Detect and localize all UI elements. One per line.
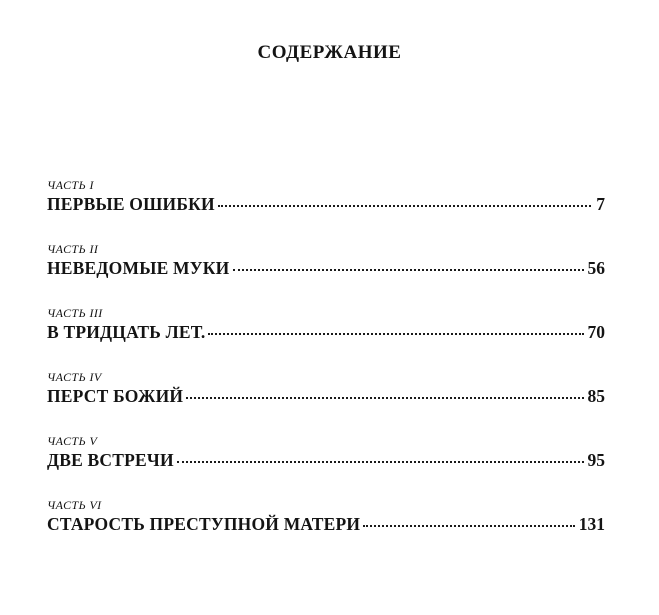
dot-leader [208, 333, 583, 335]
toc-title-row [47, 449, 605, 471]
chapter-title: ПЕРВЫЕ ОШИБКИ [47, 194, 215, 214]
page-number: 56 [587, 258, 605, 278]
chapter-title: СТАРОСТЬ ПРЕСТУПНОЙ МАТЕРИ [47, 514, 361, 534]
toc-title-row [47, 385, 605, 407]
toc-entry-part-6 [47, 498, 605, 562]
table-of-contents [47, 178, 605, 562]
toc-title-row [47, 321, 605, 343]
toc-entry-part-3 [47, 306, 605, 370]
toc-title-row [47, 513, 605, 535]
page-number: 95 [587, 450, 605, 470]
toc-title-row [47, 193, 605, 215]
toc-title-row [47, 257, 605, 279]
dot-leader [177, 461, 584, 463]
dot-leader [363, 525, 575, 527]
toc-entry-part-5 [47, 434, 605, 498]
page-number: 85 [587, 386, 605, 406]
chapter-title: ПЕРСТ БОЖИЙ [47, 386, 184, 406]
part-label: ЧАСТЬ IV [47, 370, 102, 384]
dot-leader [218, 205, 591, 207]
toc-entry-part-1 [47, 178, 605, 242]
part-label: ЧАСТЬ V [47, 434, 98, 448]
chapter-title: ДВЕ ВСТРЕЧИ [47, 450, 174, 470]
chapter-title: НЕВЕДОМЫЕ МУКИ [47, 258, 230, 278]
dot-leader [186, 397, 583, 399]
dot-leader [233, 269, 584, 271]
page-number: 7 [596, 194, 605, 214]
page-title: СОДЕРЖАНИЕ [257, 42, 402, 63]
part-label: ЧАСТЬ VI [47, 498, 102, 512]
toc-entry-part-4 [47, 370, 605, 434]
chapter-title: В ТРИДЦАТЬ ЛЕТ. [47, 322, 206, 342]
part-label: ЧАСТЬ I [47, 178, 94, 192]
toc-entry-part-2 [47, 242, 605, 306]
page-number: 131 [578, 514, 605, 534]
page-number: 70 [587, 322, 605, 342]
part-label: ЧАСТЬ II [47, 242, 99, 256]
part-label: ЧАСТЬ III [47, 306, 103, 320]
